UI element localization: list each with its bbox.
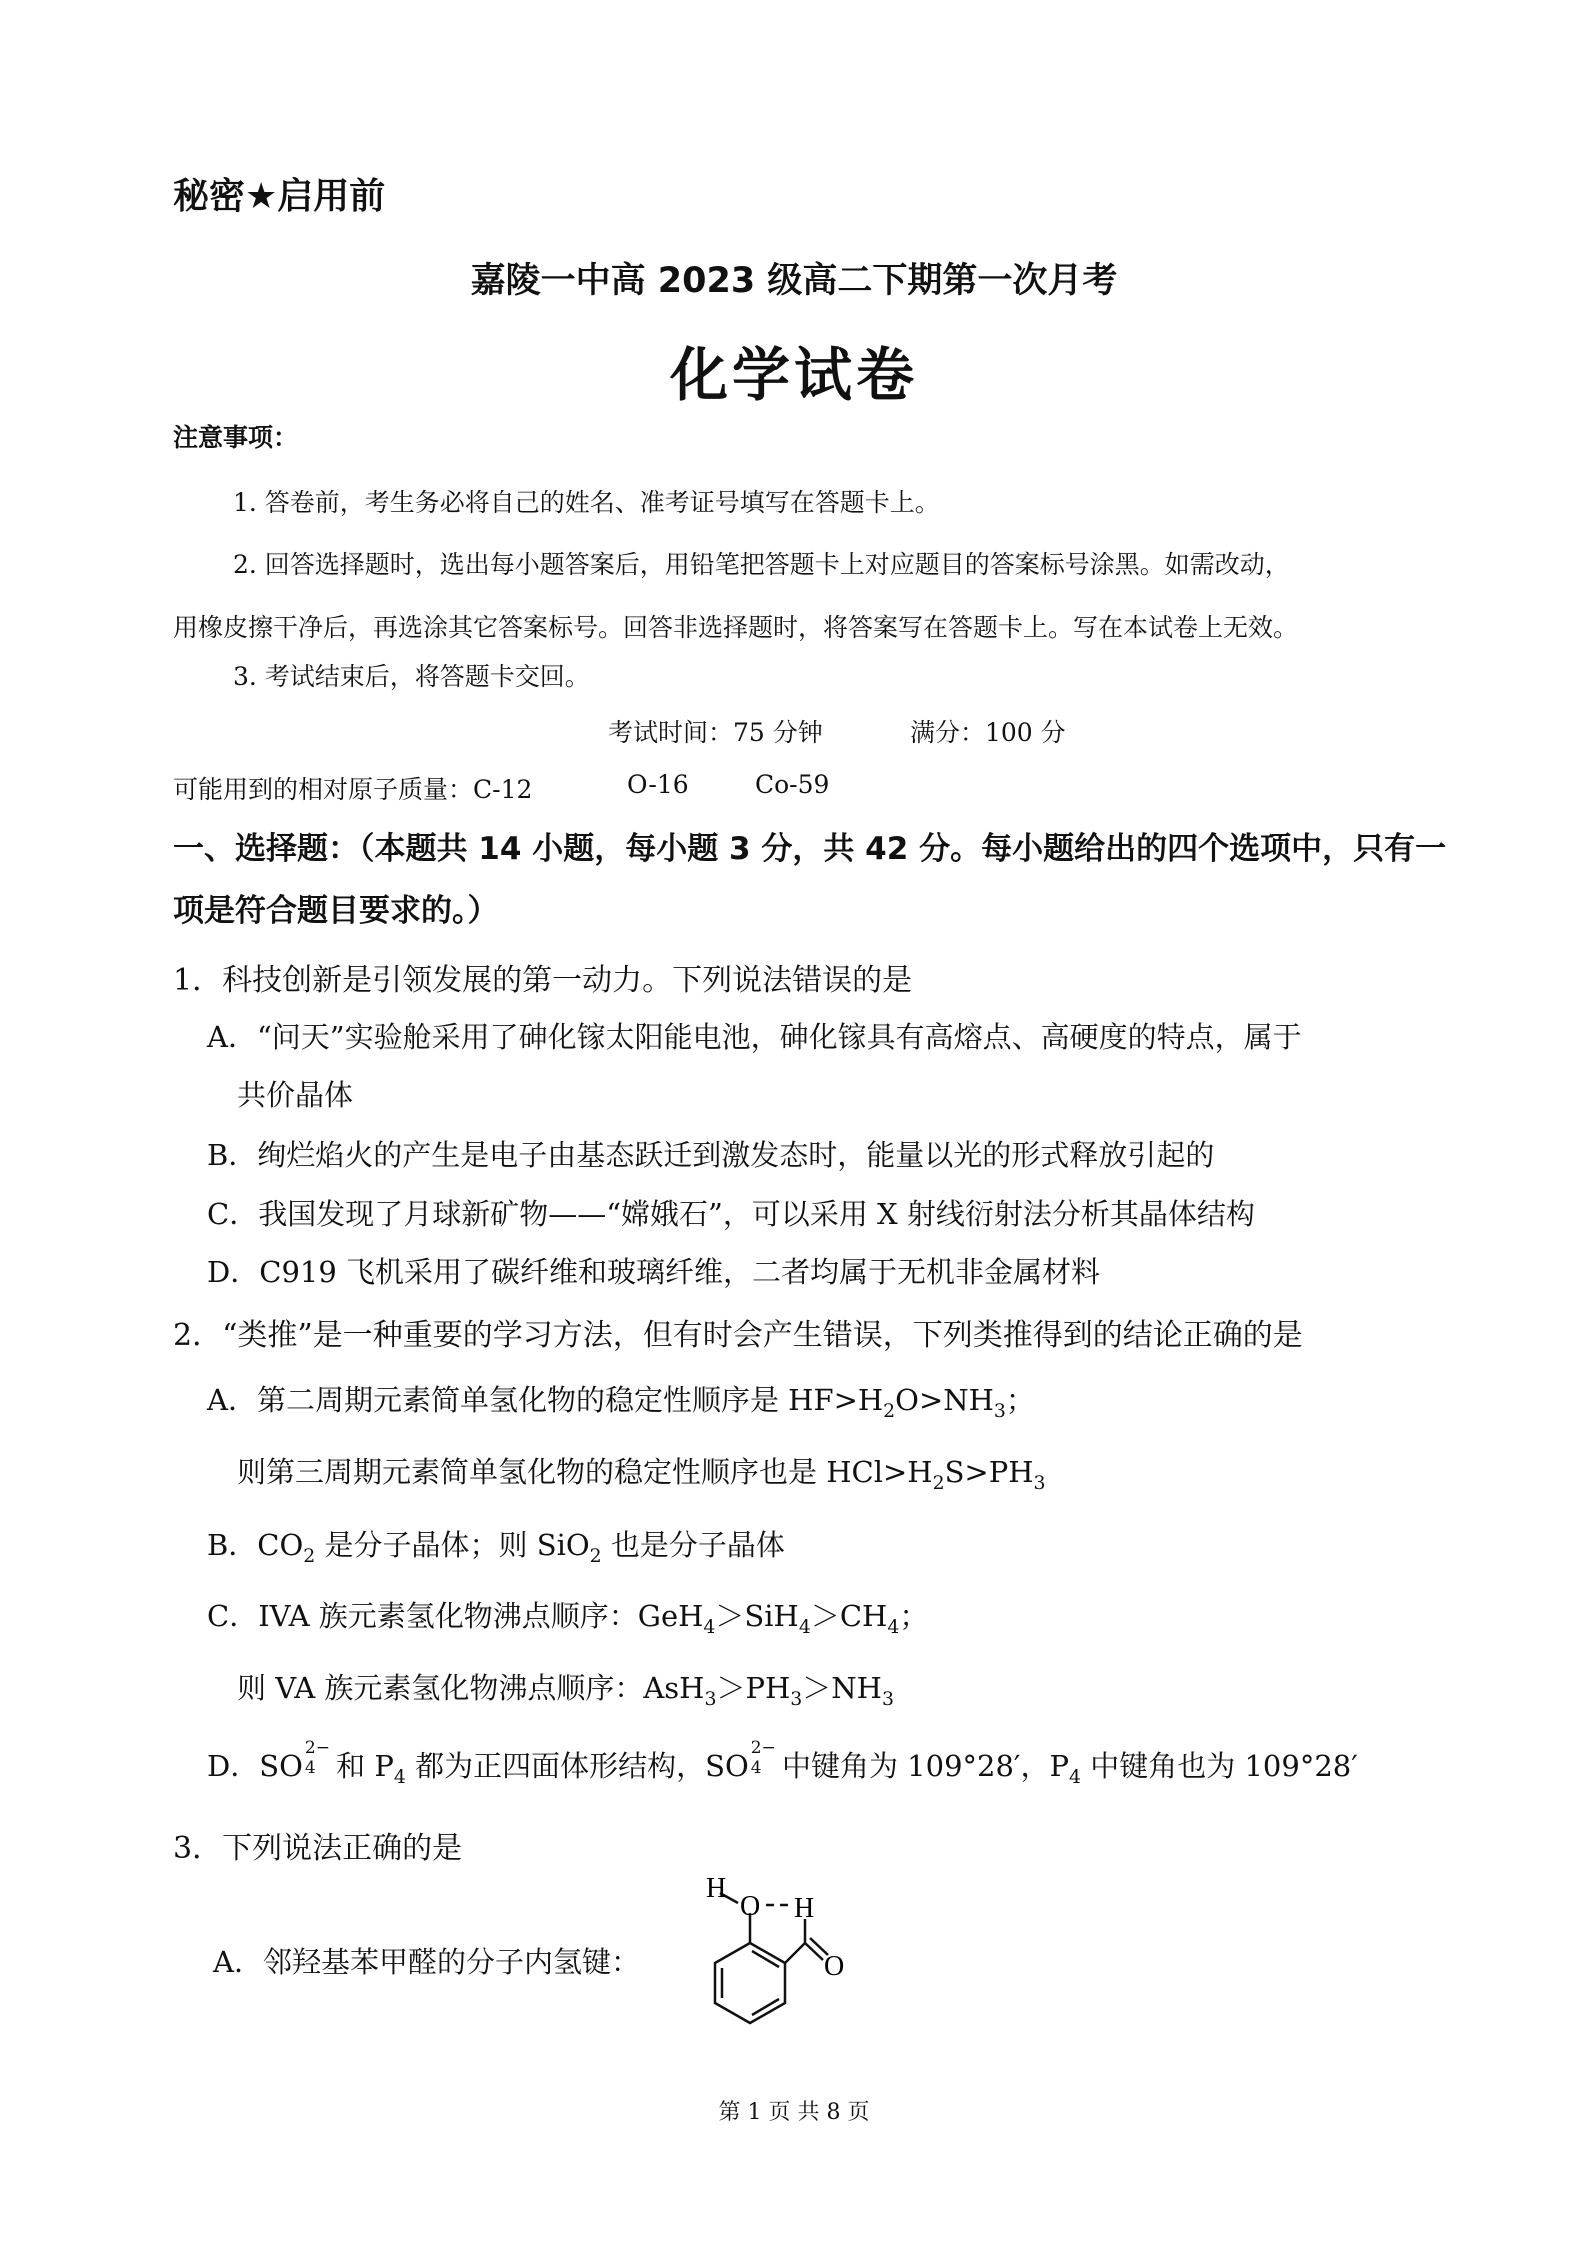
notice-item-3: 3. 考试结束后，将答题卡交回。 — [233, 662, 590, 691]
exam-title: 嘉陵一中高 2023 级高二下期第一次月考 — [470, 261, 1118, 301]
q2-option-b: B．$CO_2$ 是分子晶体；则 SiO$_2$ 也是分子晶体 — [207, 1528, 785, 1567]
page-number: 第 1 页 共 8 页 — [718, 2100, 870, 2125]
atomic-mass-label: 可能用到的相对原子质量：C-12 — [173, 775, 533, 804]
notice-item-2a: 2. 回答选择题时，选出每小题答案后，用铅笔把答题卡上对应题目的答案标号涂黑。如需改动， — [233, 550, 1290, 579]
atomic-mass-o: O-16 — [627, 770, 689, 799]
q1-option-c: C．我国发现了月球新矿物——“嫦娥石”，可以采用 X 射线衍射法分析其晶体结构 — [207, 1197, 1255, 1231]
atomic-mass-co: Co-59 — [755, 770, 830, 799]
notice-item-1: 1. 答卷前，考生务必将自己的姓名、准考证号填写在答题卡上。 — [233, 488, 940, 517]
q1-option-a-line2: 共价晶体 — [237, 1078, 354, 1112]
q2-stem: 2．“类推”是一种重要的学习方法，但有时会产生错误，下列类推得到的结论正确的是 — [173, 1318, 1303, 1353]
mol-o-atom-2: O — [824, 1951, 845, 1982]
q3-option-a: A．邻羟基苯甲醛的分子内氢键： — [213, 1945, 640, 1979]
section-heading-line1: 一、选择题：（本题共 14 小题，每小题 3 分，共 42 分。每小题给出的四个选项中，只有一 — [173, 831, 1447, 867]
mol-o-atom-1: O — [740, 1891, 761, 1922]
section-heading-line2: 项是符合题目要求的。） — [173, 893, 499, 929]
q1-option-b: B．绚烂焰火的产生是电子由基态跃迁到激发态时，能量以光的形式释放引起的 — [207, 1138, 1215, 1172]
mol-h-atom-1: H — [706, 1875, 727, 1904]
q2-option-c-line1: C．IVA 族元素氢化物沸点顺序：$GeH_4>SiH_4>CH_4$； — [207, 1599, 929, 1638]
exam-time: 考试时间：75 分钟 — [608, 718, 823, 747]
q1-stem: 1．科技创新是引领发展的第一动力。下列说法错误的是 — [173, 963, 913, 998]
q1-option-a-line1: A．“问天”实验舱采用了砷化镓太阳能电池，砷化镓具有高熔点、高硬度的特点，属于 — [207, 1020, 1302, 1054]
subject-title: 化学试卷 — [669, 341, 918, 409]
q2-option-a-line2: 则第三周期元素简单氢化物的稳定性顺序也是 $HCl>H_2S>PH_3$ — [237, 1455, 1046, 1494]
salicylaldehyde-structure — [690, 1875, 860, 2025]
q2-option-d: D．SO 2− 4 和 $P_4$ 都为正四面体形结构，SO 2− 4 中键角为 109°28′，$P_4$ 中键角也为 109°28′ — [207, 1738, 1358, 1788]
full-score: 满分：100 分 — [910, 718, 1066, 747]
mol-h-atom-2: H — [794, 1893, 815, 1924]
q2-option-c-line2: 则 VA 族元素氢化物沸点顺序：$AsH_3>PH_3>NH_3$ — [237, 1671, 894, 1710]
secret-label: 秘密★启用前 — [173, 176, 386, 217]
sulfate-charge: 2− 4 — [304, 1738, 330, 1778]
notice-item-2b: 用橡皮擦干净后，再选涂其它答案标号。回答非选择题时，将答案写在答题卡上。写在本试卷上无效。 — [173, 613, 1299, 642]
notice-heading: 注意事项： — [173, 423, 299, 452]
q1-option-d: D．C919 飞机采用了碳纤维和玻璃纤维，二者均属于无机非金属材料 — [207, 1255, 1101, 1289]
q3-stem: 3．下列说法正确的是 — [173, 1831, 463, 1866]
q2-option-a-line1: A．第二周期元素简单氢化物的稳定性顺序是 $HF>H_2O>NH_3$； — [207, 1383, 1035, 1422]
sulfate-charge-2: 2− 4 — [750, 1738, 776, 1778]
